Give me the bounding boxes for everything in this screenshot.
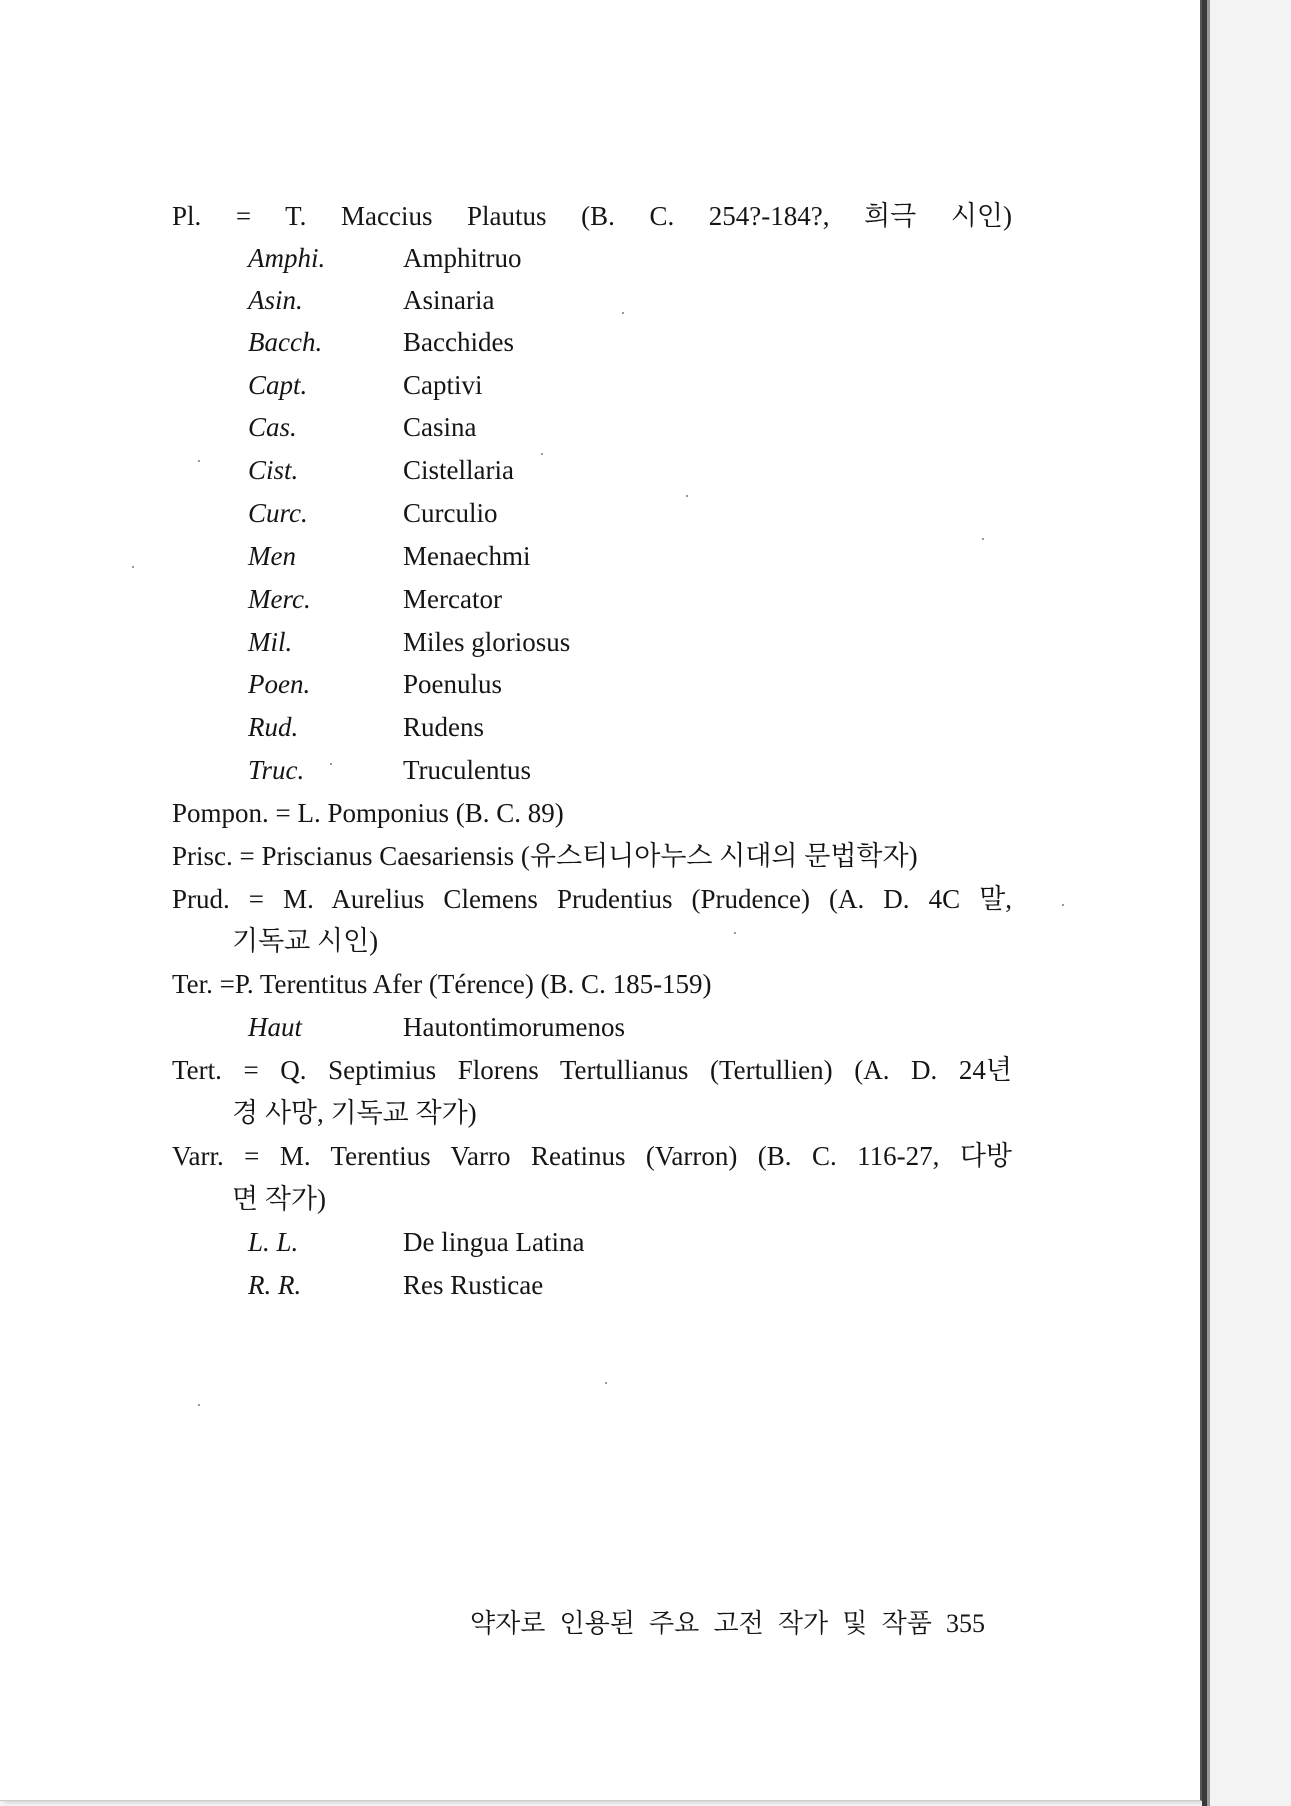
work-title: De lingua Latina (403, 1227, 585, 1257)
work-title: Poenulus (403, 669, 503, 699)
running-title: 약자로 인용된 주요 고전 작가 및 작품 (470, 1609, 932, 1638)
work-title: Hautontimorumenos (403, 1012, 625, 1042)
work-title: Curculio (403, 498, 498, 528)
entry-varro-continued: 면 작가) (232, 1184, 326, 1214)
work-abbreviation: Cist. (248, 455, 299, 485)
entry-prudentius-continued: 기독교 시인) (232, 926, 379, 956)
scan-speck (330, 763, 332, 765)
scan-speck (686, 495, 688, 497)
work-abbreviation: Merc. (248, 584, 311, 614)
work-title: Truculentus (403, 755, 532, 785)
work-title: Bacchides (403, 327, 514, 357)
work-abbreviation: Mil. (248, 627, 293, 657)
entry-plautus: Pl. = T. Maccius Plautus (B. C. 254?-184?, 희극 시인) (172, 201, 1012, 231)
scan-speck (1062, 904, 1064, 906)
entry-terentius: Ter. =P. Terentitus Afer (Térence) (B. C. 185-159) (172, 969, 712, 999)
entry-priscianus: Prisc. = Priscianus Caesariensis (유스티니아누스 시대의 문법학자) (172, 841, 918, 871)
scan-speck (198, 460, 200, 462)
work-abbreviation: L. L. (248, 1227, 299, 1257)
entry-prudentius: Prud. = M. Aurelius Clemens Prudentius (Prudence) (A. D. 4C 말, (172, 884, 1012, 914)
work-abbreviation: Men (248, 541, 296, 571)
work-title: Casina (403, 412, 477, 442)
work-abbreviation: Asin. (248, 285, 303, 315)
work-abbreviation: Curc. (248, 498, 308, 528)
work-abbreviation: Rud. (248, 712, 299, 742)
scan-speck (982, 538, 984, 540)
work-title: Mercator (403, 584, 502, 614)
work-abbreviation: Capt. (248, 370, 308, 400)
scan-speck (605, 1382, 607, 1384)
work-abbreviation: Bacch. (248, 327, 323, 357)
entry-pomponius: Pompon. = L. Pomponius (B. C. 89) (172, 798, 564, 828)
work-abbreviation: Poen. (248, 669, 311, 699)
page-number: 355 (946, 1609, 985, 1638)
work-title: Rudens (403, 712, 484, 742)
work-abbreviation: R. R. (248, 1270, 302, 1300)
work-abbreviation: Haut (248, 1012, 302, 1042)
work-title: Res Rusticae (403, 1270, 544, 1300)
scan-margin (1210, 0, 1291, 1806)
work-title: Miles gloriosus (403, 627, 571, 657)
work-title: Captivi (403, 370, 483, 400)
scan-speck (132, 566, 134, 568)
work-title: Cistellaria (403, 455, 514, 485)
scan-speck (734, 932, 736, 934)
work-title: Menaechmi (403, 541, 531, 571)
work-title: Asinaria (403, 285, 495, 315)
entry-tertullianus-continued: 경 사망, 기독교 작가) (232, 1098, 477, 1128)
scan-speck (622, 312, 624, 314)
work-abbreviation: Amphi. (248, 243, 326, 273)
scan-speck (541, 453, 543, 455)
work-abbreviation: Truc. (248, 755, 305, 785)
work-title: Amphitruo (403, 243, 522, 273)
entry-varro: Varr. = M. Terentius Varro Reatinus (Varron) (B. C. 116-27, 다방 (172, 1141, 1012, 1171)
scan-speck (198, 1404, 200, 1406)
work-abbreviation: Cas. (248, 412, 297, 442)
entry-tertullianus: Tert. = Q. Septimius Florens Tertullianus (Tertullien) (A. D. 24년 (172, 1055, 1012, 1085)
running-footer (470, 1607, 985, 1641)
